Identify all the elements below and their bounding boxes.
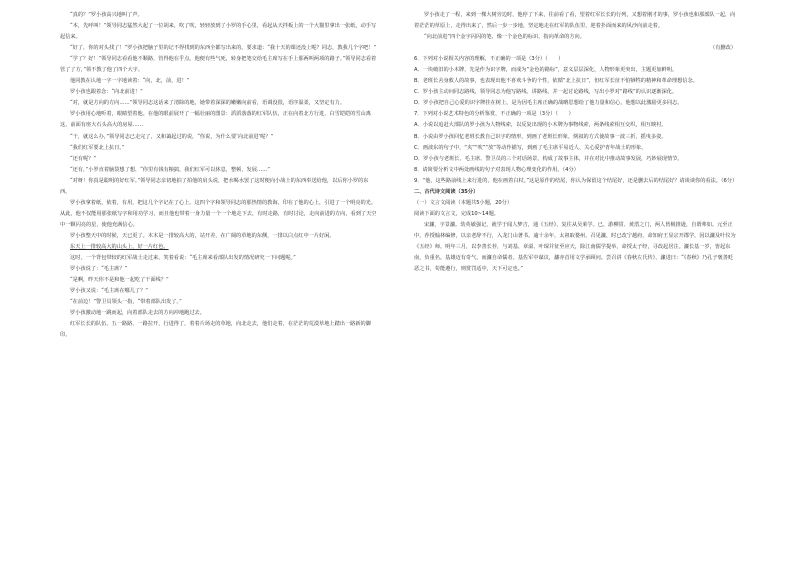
right-paragraph-12: C．画波东的句子中，“夹”“吹”“放”等动作描写，到画了毛主席平易近人、关心爱护青年战士的形象。: [414, 144, 647, 151]
left-paragraph-16: 东天上一排较高大的山头上，好一片红色。: [70, 243, 169, 250]
right-paragraph-19: 宋濂，字景濂。幼英敏强记，就学于闻人梦吉，通《五经》，复往从吴莱学。已，游柳贯、黄溍之门，两人皆极推逊，自谓弗如。元至正中，荐授翰林编修，以亲老辞不行，入龙门山著书。逾十余年，太祖取婺州，召见濂，时已改宁越府，命知府王显宗开郡学，因以濂及叶仪为《五经》师。明年三月，以李善长荐，与刘基、章溢、叶琛并征至应天，除江南儒学提举，命授太子经，寻改起居注。濂长基一岁，皆起东南，负重名。基雄迈有奇气，而濂自命儒者。基佐军中谋议，濂亦首用文学承顾问。尝召讲《春秋左氏传》，濂进曰：“《春秋》乃孔子褒善贬恶之书，苟能遵行，则赏罚适中，天下可定也。”: [414, 221, 736, 273]
right-paragraph-5: A．一块破旧的小木牌，先是作为识字牌，而成为“金色的路标”，意义层层深化，人物形象更突出，主题更加鲜明。: [414, 67, 678, 74]
left-paragraph-12: “还有，”小罗直着脑袋想了想，“你里有钱有粮搞，我们红军可以休息，整顿，发展……”: [70, 166, 270, 173]
left-paragraph-21: “在前边！”警卫员领头一指，“带着部队出发了。”: [70, 299, 182, 306]
right-paragraph-1: 罗小孩走了一程，来到一棵大树旁边时，他停了下来，往前看了看，望着红军长长的行列，又想着刚才的事，罗小孩也和那部队一起，向着茫茫的草原上，走得出来了，然后一步一步地，坚定地走在红军的队伍里，迎着扑面而来的风沙向前走着。: [414, 12, 736, 30]
left-column: [60, 10, 378, 341]
left-paragraph-19: “是啊，昨天你不是和他一起吃了干面线？”: [70, 277, 169, 284]
right-paragraph-11: B．小说由罗小孩回忆老班长教自己识字的情形，到画了老班长形象，倒叙的方式使故事一波三折，摇曳多姿。: [414, 133, 667, 140]
right-paragraph-17: （一）文言文阅读（本题共5小题，20分）: [414, 199, 513, 206]
left-paragraph-1: “真的？”罗小孩高兴地叫了声。: [70, 12, 143, 18]
left-paragraph-5: 他同教在认地一字一字地读着：“向，北，前，进！”: [70, 78, 190, 85]
left-paragraph-6: 罗小孩也跟着念：“向北前进！”: [70, 89, 143, 96]
right-column: [414, 10, 736, 275]
left-paragraph-15: 罗小孩整天中的时候，天已更了。木木是一排较高大的，站开差，在广阔的草地的东侧，一排以白点红中一片好闲。: [70, 232, 335, 239]
right-paragraph-10: A．小说以追赶大部队的罗小孩为人物线索，以反复出现的小木牌为事物线索，两条线索相互交织，相互映衬。: [414, 122, 667, 129]
left-paragraph-11: “还有呢？”: [70, 155, 97, 162]
left-paragraph-20: 罗小孩又说：“毛主席在哪儿了？”: [70, 288, 148, 295]
right-paragraph-16: 二、古代诗文阅读（35分）: [414, 188, 479, 195]
right-paragraph-4: 6．下列对小说相关内容的理解，不正确的一项是（3分）（ ）: [414, 56, 564, 63]
right-paragraph-9: 7．下列对小说艺术特色的分析鉴赏，不正确的一项是（3分）（ ）: [414, 111, 574, 118]
left-paragraph-22: 罗小孩激动地一跳而起，向着部队走去的方向冲地跑过去。: [70, 310, 205, 317]
left-paragraph-3: “好了，你的对头找了！”罗小孩把脑子里的记不得找到的东西全都写出来的，要求道：“我十天的课还没上呢？同志，教我几个字吧！”: [70, 45, 377, 52]
left-paragraph-7: “对，就是方向的方向……”领导同志这话来了清除的地，她带着深深的嫩嫩向前看，语调没很，语序温柔，又坚定有力。: [70, 100, 346, 107]
left-paragraph-9: “干，就这么办，”领导同志已走完了，又和蔼起过的说，“你说，为什么要‘向北前进’呢？”: [70, 133, 274, 140]
right-paragraph-8: D．罗小孩把自己心爱的识字牌挂在树上，是为因毛主席正确的战略思想给了他力量和信心，他想以此激励更多同志。: [414, 100, 683, 107]
right-paragraph-15: 9．“他，这些路前线上来行进的，他在画着白杖。”这是原作的结尾，你认为保留这个结尾好，还是删去后的结尾好？请谈谈你的看法。（6分）: [414, 177, 738, 184]
left-paragraph-2: “本，先呼叫！”领导同志猛然大起了一位胡来，吹了吹，轻轻放到了小罗的手心里，看起从天拌板上的一个大猫里拿出一张纸，动手写起信来。: [60, 23, 377, 41]
right-paragraph-3: （有删改）: [710, 45, 736, 52]
left-paragraph-8: 罗小孩用心地听着，眼睛望着他。在他的眼前展开了一幅壮丽的图景：滔滔落落的红军队伍，正在向着北方行进，白雪皑皑的雪山离这，前面有座大石头高大的房屋……: [60, 111, 371, 129]
left-paragraph-23: 红军长长的队伍，五一路路、一路拉开，行进得了，着着片场走的草地，向北走去，他们走着，在茫茫的荒漠草地上踏出一路新的脚印。: [60, 321, 371, 339]
left-paragraph-17: 这时，一个背包带较的红军战士走过来，笑着看说：“毛主席来看部队出发的情况研究一下问题呢。”: [70, 255, 296, 262]
left-paragraph-10: “我们红军要北上抗日。”: [70, 144, 125, 151]
right-paragraph-2: “向北前进”四个金字闪闪的笔，像一个金色的标识，指向革命的方向。: [424, 34, 585, 41]
right-paragraph-6: B．老班长舍身救人的故事，也表现出他不喜欢斗争的个性，依循“北上抗日”，但红军长征不怕牺牲的精神和革命理想信念。: [414, 78, 698, 85]
left-paragraph-14: 罗小孩拿着纸，依着，有用，把这几个字记在了心上。这四个字和领导同志的那热情的教诲，印在了他的心上，引进了一个明亮的光。从此，他不仅能用那张纸写字和用功学习，而且他也带着一身力量一个一个地走下去，有时走路，有时讨论，走向前进的方向，看到了天空中一颗闪亮的星，使他充满信心。: [60, 199, 377, 228]
left-paragraph-18: 罗小孩说了：“毛主席？”: [70, 266, 128, 273]
right-paragraph-13: D．罗小孩与老班长、毛主席、警卫员的三个对话场景，构成了故事主体，并在对比中推动故事发展，巧妙展现情节。: [414, 155, 683, 162]
right-paragraph-14: 8．请简要分析文中两处画线的句子对表现人物心理变化的作用。（4分）: [414, 166, 579, 173]
left-paragraph-4: “学了？好！”领导同志看看他不顺路，管得他在乎点。他便有些气死，转身把笔交给毛主席写在手上那两叫两项的路子。”领导同志看着管了了方，”领不教了他了四个大字。: [60, 56, 377, 74]
right-paragraph-7: C．罗小孩主动问同志路线，领导同志为他写路线、讲路线，并一起讨论路线，写出小罗对“路线”的认识逐渐深化。: [414, 89, 678, 96]
right-paragraph-18: 阅读下面的文言文，完成10~14题。: [414, 210, 499, 217]
left-paragraph-13: “对呀！你真是聪明的好红军。”领导同志亲切地拍了拍他的肩头说，把水喝水罢了这时便向小战士的东西奉送给他，以后你小罗的东西。: [60, 177, 369, 195]
